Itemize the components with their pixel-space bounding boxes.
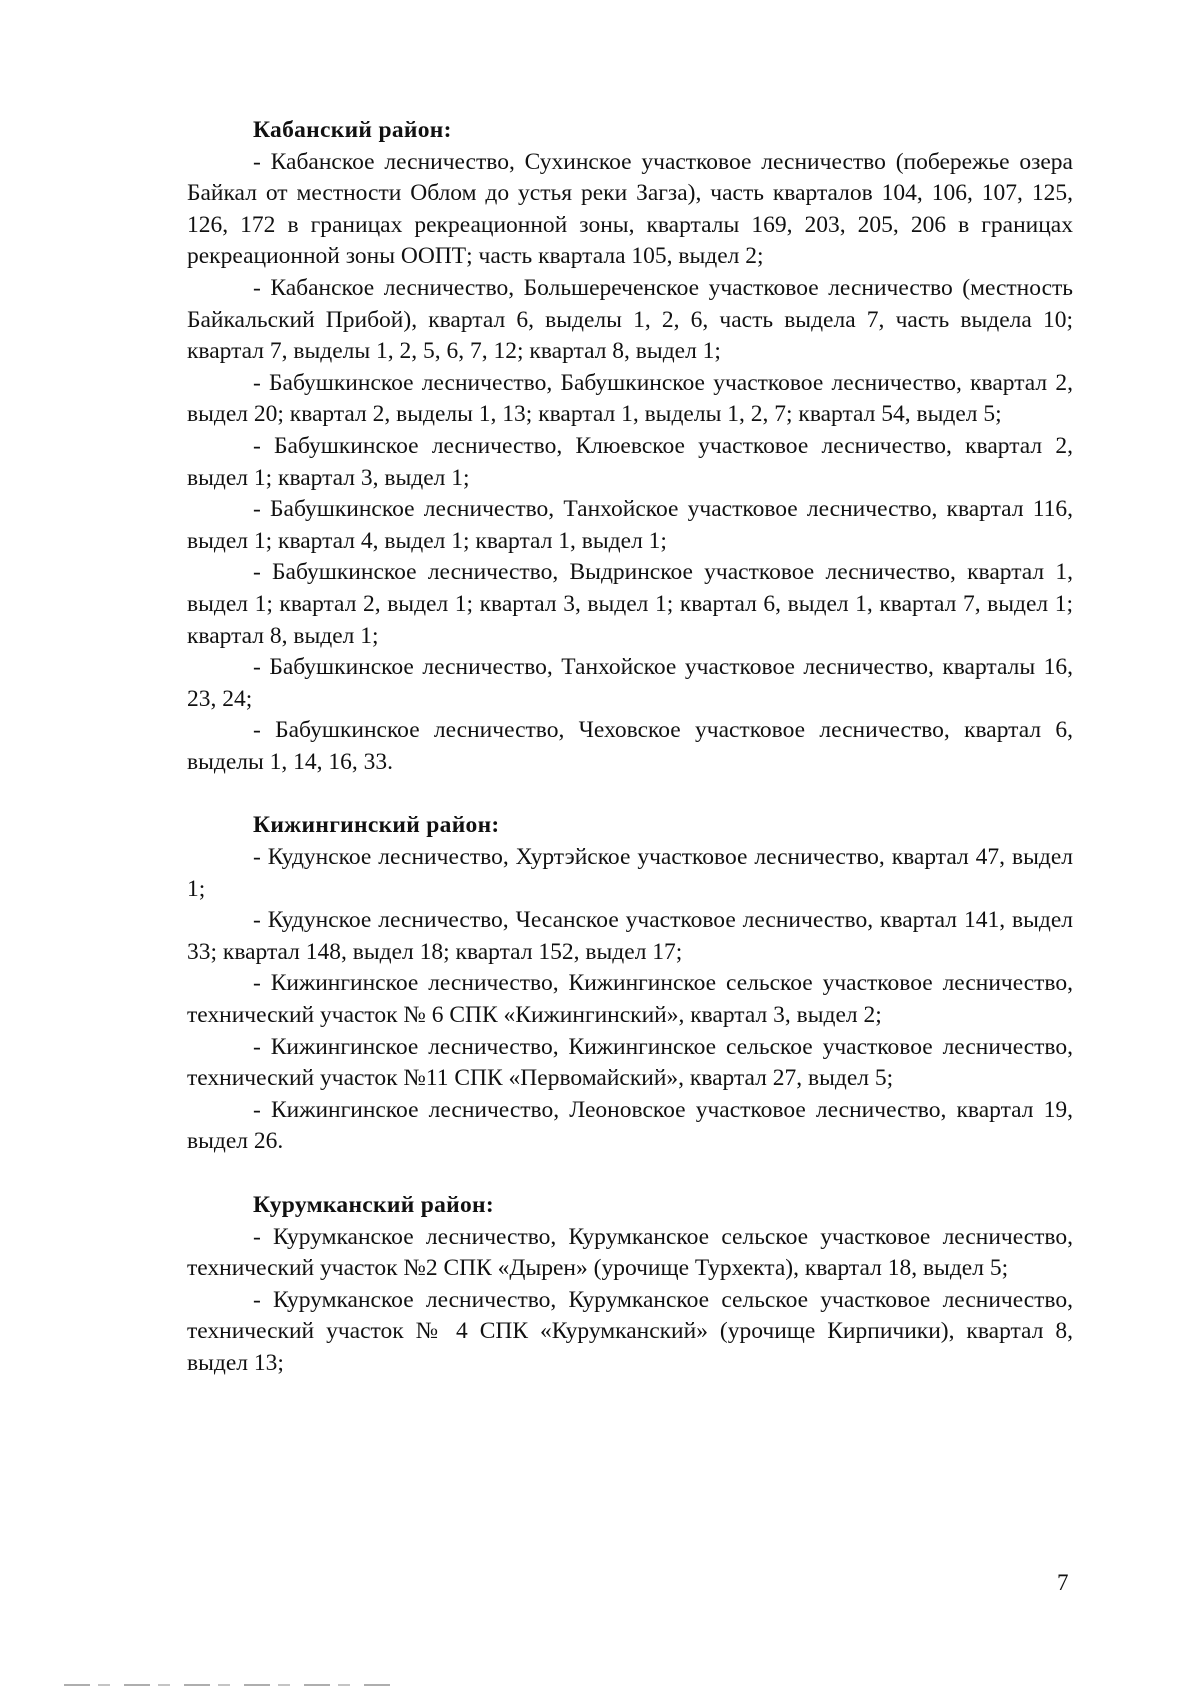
- section-heading: Курумканский район:: [253, 1192, 494, 1218]
- section-spacer: [187, 1158, 1073, 1190]
- document-body: [187, 115, 1073, 1380]
- list-item: - Кабанское лесничество, Сухинское участковое лесничество (побережье озера Байкал от местности Облом до устья реки Загза), часть кварталов 104, 106, 107, 125, 126, 172 в границах рекреационной зоны, кварталы 169, 203, 205, 206 в границах рекреационной зоны ООПТ; часть квартала 105, выдел 2;: [187, 148, 1073, 270]
- list-item: - Бабушкинское лесничество, Танхойское участковое лесничество, кварталы 16, 23, 24;: [187, 654, 1073, 712]
- list-item: - Курумканское лесничество, Курумканское сельское участковое лесничество, технический участок № 4 СПК «Курумканский» (урочище Кирпичики), квартал 8, выдел 13;: [187, 1286, 1073, 1376]
- list-item: - Кудунское лесничество, Чесанское участковое лесничество, квартал 141, выдел 33; квартал 148, выдел 18; квартал 152, выдел 17;: [187, 907, 1073, 965]
- list-item: - Кижингинское лесничество, Кижингинское сельское участковое лесничество, технический участок № 6 СПК «Кижингинский», квартал 3, выдел 2;: [187, 970, 1073, 1029]
- list-item: - Кижингинское лесничество, Леоновское участковое лесничество, квартал 19, выдел 26.: [187, 1096, 1073, 1155]
- section-heading: Кижингинский район:: [253, 812, 500, 839]
- section-heading: Кабанский район:: [253, 117, 452, 143]
- list-item: - Бабушкинское лесничество, Танхойское участковое лесничество, квартал 116, выдел 1; квартал 4, выдел 1; квартал 1, выдел 1;: [187, 496, 1073, 554]
- list-item: - Бабушкинское лесничество, Чеховское участковое лесничество, квартал 6, выделы 1, 14, 16, 33.: [187, 717, 1073, 775]
- list-item: - Кижингинское лесничество, Кижингинское сельское участковое лесничество, технический участок №11 СПК «Первомайский», квартал 27, выдел 5;: [187, 1033, 1073, 1092]
- scan-artifact: [64, 1684, 394, 1686]
- page-number: 7: [1057, 1570, 1069, 1595]
- list-item: - Кудунское лесничество, Хуртэйское участковое лесничество, квартал 47, выдел 1;: [187, 844, 1073, 902]
- section-kabansky: [187, 115, 1073, 778]
- list-item: - Бабушкинское лесничество, Клюевское участковое лесничество, квартал 2, выдел 1; квартал 3, выдел 1;: [187, 432, 1073, 491]
- list-item: - Кабанское лесничество, Большереченское участковое лесничество (местность Байкальский Прибой), квартал 6, выделы 1, 2, 6, часть выдела 7, часть выдела 10; квартал 7, выделы 1, 2, 5, 6, 7, 12; квартал 8, выдел 1;: [187, 274, 1073, 365]
- list-item: - Бабушкинское лесничество, Выдринское участковое лесничество, квартал 1, выдел 1; квартал 2, выдел 1; квартал 3, выдел 1; квартал 6, выдел 1, квартал 7, выдел 1; квартал 8, выдел 1;: [187, 559, 1073, 649]
- list-item: - Бабушкинское лесничество, Бабушкинское участковое лесничество, квартал 2, выдел 20; квартал 2, выделы 1, 13; квартал 1, выделы 1, 2, 7; квартал 54, выдел 5;: [187, 369, 1073, 428]
- section-kizhinginsky: [187, 810, 1073, 1158]
- section-spacer: [187, 778, 1073, 810]
- section-kurumkansky: [187, 1190, 1073, 1380]
- list-item: - Курумканское лесничество, Курумканское сельское участковое лесничество, технический участок №2 СПК «Дырен» (урочище Турхекта), квартал 18, выдел 5;: [187, 1223, 1073, 1282]
